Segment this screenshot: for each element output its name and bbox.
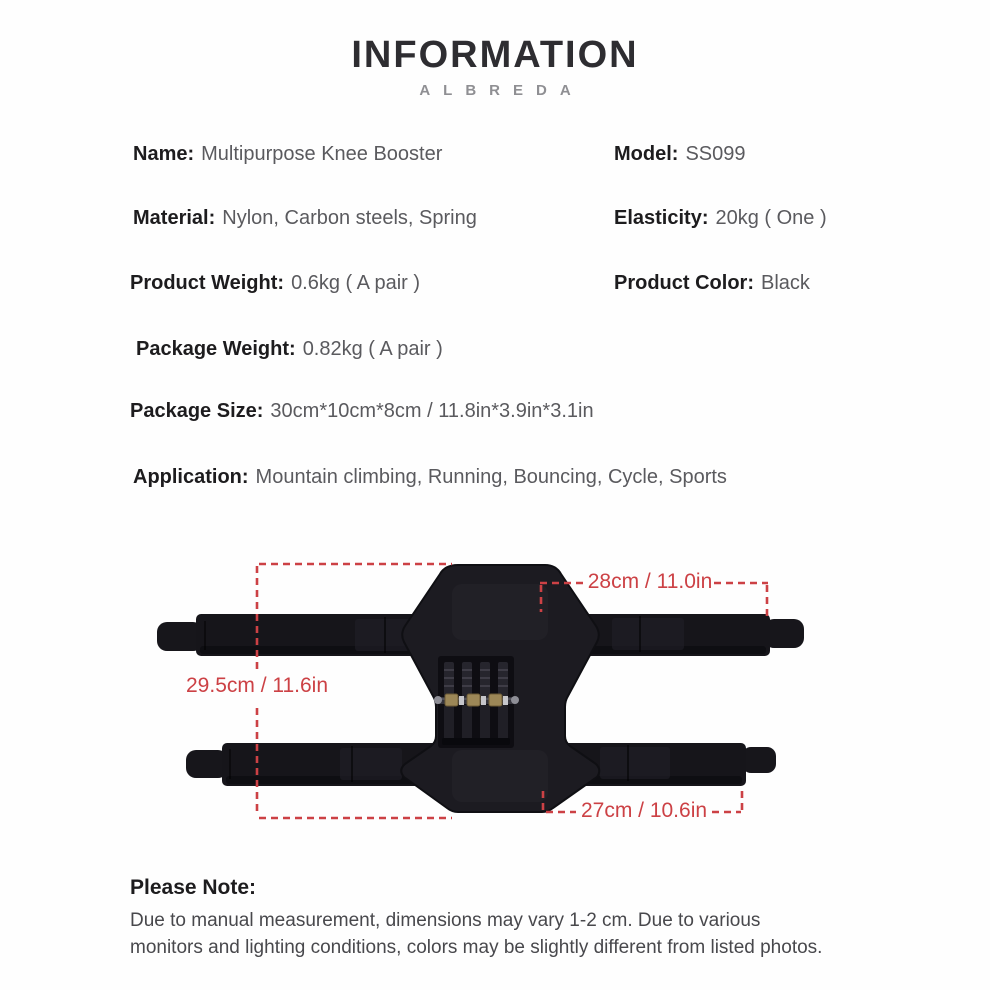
spec-product-color [614,272,810,295]
note-heading: Please Note: [130,876,257,899]
dimension-label-left-height: 29.5cm / 11.6in [186,674,329,697]
spec-package-size-value: 30cm*10cm*8cm / 11.8in*3.9in*3.1in [270,400,594,422]
dimension-label-bottom-width: 27cm / 10.6in [580,799,708,822]
spec-name-value: Multipurpose Knee Booster [201,143,443,165]
spec-material [133,207,477,230]
note-text-line1: Due to manual measurement, dimensions may vary 1-2 cm. Due to various [130,910,761,931]
spec-package-weight-value: 0.82kg ( A pair ) [302,338,443,360]
spec-material-label: Material: [133,207,216,229]
spec-product-weight-value: 0.6kg ( A pair ) [291,272,421,294]
spec-product-weight-label: Product Weight: [130,272,285,294]
spec-package-weight-label: Package Weight: [136,338,296,360]
dimension-label-top-width: 28cm / 11.0in [587,570,713,593]
spec-package-size-label: Package Size: [130,400,264,422]
brand-name: ALBREDA [419,82,584,99]
spec-elasticity [614,207,827,230]
axle-nuts [445,694,508,706]
spec-model [614,143,746,166]
product-image [110,548,885,873]
page-title: INFORMATION [351,34,639,76]
spec-product-color-label: Product Color: [614,272,754,294]
spec-model-value: SS099 [685,143,746,165]
spec-package-weight [136,338,443,361]
spec-application-label: Application: [133,466,249,488]
spec-model-label: Model: [614,143,679,165]
spec-name-label: Name: [133,143,195,165]
knee-booster-illustration [110,548,885,873]
spec-application-value: Mountain climbing, Running, Bouncing, Cycle, Sports [255,466,727,488]
spec-application [133,466,727,489]
spec-package-size [130,400,594,423]
spec-product-color-value: Black [761,272,810,294]
spec-name [133,143,442,166]
spec-product-weight [130,272,420,295]
note-text-line2: monitors and lighting conditions, colors may be slightly different from listed photos. [130,937,823,958]
spec-material-value: Nylon, Carbon steels, Spring [222,207,477,229]
spec-elasticity-label: Elasticity: [614,207,709,229]
spec-elasticity-value: 20kg ( One ) [715,207,827,229]
spring-mechanism [434,656,519,748]
